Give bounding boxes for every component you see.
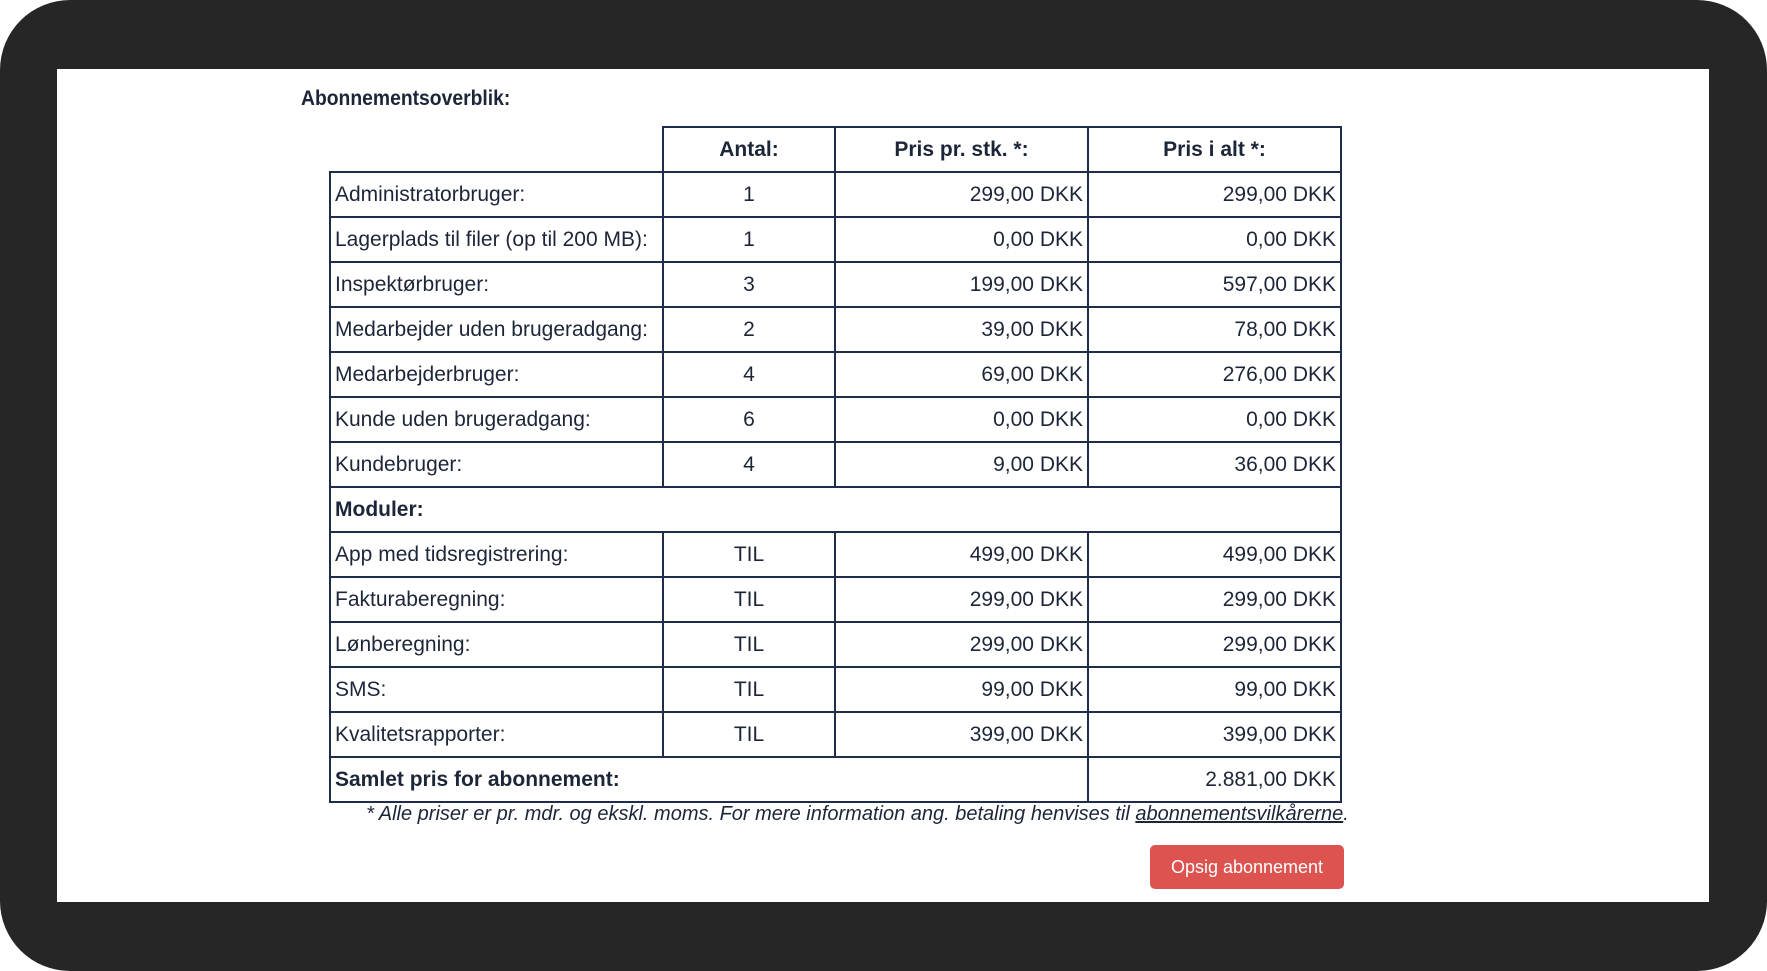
row-label: Lagerplads til filer (op til 200 MB): <box>330 217 663 262</box>
row-quantity: TIL <box>663 712 835 757</box>
row-quantity: 4 <box>663 442 835 487</box>
terms-link[interactable]: abonnementsvilkårerne <box>1135 803 1344 825</box>
row-quantity: 2 <box>663 307 835 352</box>
footnote <box>57 803 1658 826</box>
row-total: 99,00 DKK <box>1088 667 1341 712</box>
header-quantity: Antal: <box>663 127 835 172</box>
header-unit-price: Pris pr. stk. *: <box>835 127 1088 172</box>
row-quantity: 1 <box>663 172 835 217</box>
module-table-row <box>330 667 1341 712</box>
row-quantity: 4 <box>663 352 835 397</box>
footnote-text: * Alle priser er pr. mdr. og ekskl. moms. For mere information ang. betaling henvises til <box>366 803 1136 825</box>
total-row <box>330 757 1341 802</box>
row-total: 36,00 DKK <box>1088 442 1341 487</box>
user-rows <box>330 172 1341 487</box>
module-table-row <box>330 577 1341 622</box>
row-quantity: TIL <box>663 532 835 577</box>
row-total: 78,00 DKK <box>1088 307 1341 352</box>
row-unit-price: 499,00 DKK <box>835 532 1088 577</box>
row-quantity: TIL <box>663 622 835 667</box>
row-unit-price: 9,00 DKK <box>835 442 1088 487</box>
modules-heading: Moduler: <box>330 487 1341 532</box>
row-label: App med tidsregistrering: <box>330 532 663 577</box>
user-table-row <box>330 262 1341 307</box>
user-table-row <box>330 397 1341 442</box>
row-label: Medarbejder uden brugeradgang: <box>330 307 663 352</box>
user-table-row <box>330 172 1341 217</box>
row-unit-price: 299,00 DKK <box>835 622 1088 667</box>
cancel-subscription-button[interactable]: Opsig abonnement <box>1150 845 1344 889</box>
total-value: 2.881,00 DKK <box>1088 757 1341 802</box>
row-unit-price: 39,00 DKK <box>835 307 1088 352</box>
user-table-row <box>330 352 1341 397</box>
row-unit-price: 399,00 DKK <box>835 712 1088 757</box>
row-quantity: TIL <box>663 577 835 622</box>
row-unit-price: 0,00 DKK <box>835 217 1088 262</box>
module-table-row <box>330 712 1341 757</box>
row-label: Kvalitetsrapporter: <box>330 712 663 757</box>
modules-heading-row <box>330 487 1341 532</box>
row-label: Medarbejderbruger: <box>330 352 663 397</box>
footnote-suffix: . <box>1343 803 1349 825</box>
row-quantity: 1 <box>663 217 835 262</box>
user-table-row <box>330 307 1341 352</box>
row-total: 597,00 DKK <box>1088 262 1341 307</box>
row-total: 276,00 DKK <box>1088 352 1341 397</box>
user-table-row <box>330 217 1341 262</box>
row-total: 499,00 DKK <box>1088 532 1341 577</box>
row-total: 299,00 DKK <box>1088 577 1341 622</box>
row-quantity: 6 <box>663 397 835 442</box>
row-total: 299,00 DKK <box>1088 172 1341 217</box>
row-total: 399,00 DKK <box>1088 712 1341 757</box>
subscription-table <box>329 126 1342 803</box>
row-label: SMS: <box>330 667 663 712</box>
row-total: 0,00 DKK <box>1088 397 1341 442</box>
header-total-price: Pris i alt *: <box>1088 127 1341 172</box>
row-label: Lønberegning: <box>330 622 663 667</box>
header-blank-cell <box>330 127 663 172</box>
row-label: Administratorbruger: <box>330 172 663 217</box>
screen <box>57 69 1709 902</box>
row-unit-price: 299,00 DKK <box>835 577 1088 622</box>
row-unit-price: 199,00 DKK <box>835 262 1088 307</box>
row-unit-price: 69,00 DKK <box>835 352 1088 397</box>
module-rows <box>330 532 1341 757</box>
row-label: Kundebruger: <box>330 442 663 487</box>
row-unit-price: 299,00 DKK <box>835 172 1088 217</box>
row-quantity: TIL <box>663 667 835 712</box>
row-unit-price: 0,00 DKK <box>835 397 1088 442</box>
user-table-row <box>330 442 1341 487</box>
row-total: 299,00 DKK <box>1088 622 1341 667</box>
row-label: Fakturaberegning: <box>330 577 663 622</box>
row-label: Inspektørbruger: <box>330 262 663 307</box>
module-table-row <box>330 622 1341 667</box>
row-label: Kunde uden brugeradgang: <box>330 397 663 442</box>
total-label: Samlet pris for abonnement: <box>330 757 1088 802</box>
row-unit-price: 99,00 DKK <box>835 667 1088 712</box>
table-header-row <box>330 127 1341 172</box>
row-total: 0,00 DKK <box>1088 217 1341 262</box>
module-table-row <box>330 532 1341 577</box>
section-title: Abonnementsoverblik: <box>301 87 511 110</box>
row-quantity: 3 <box>663 262 835 307</box>
